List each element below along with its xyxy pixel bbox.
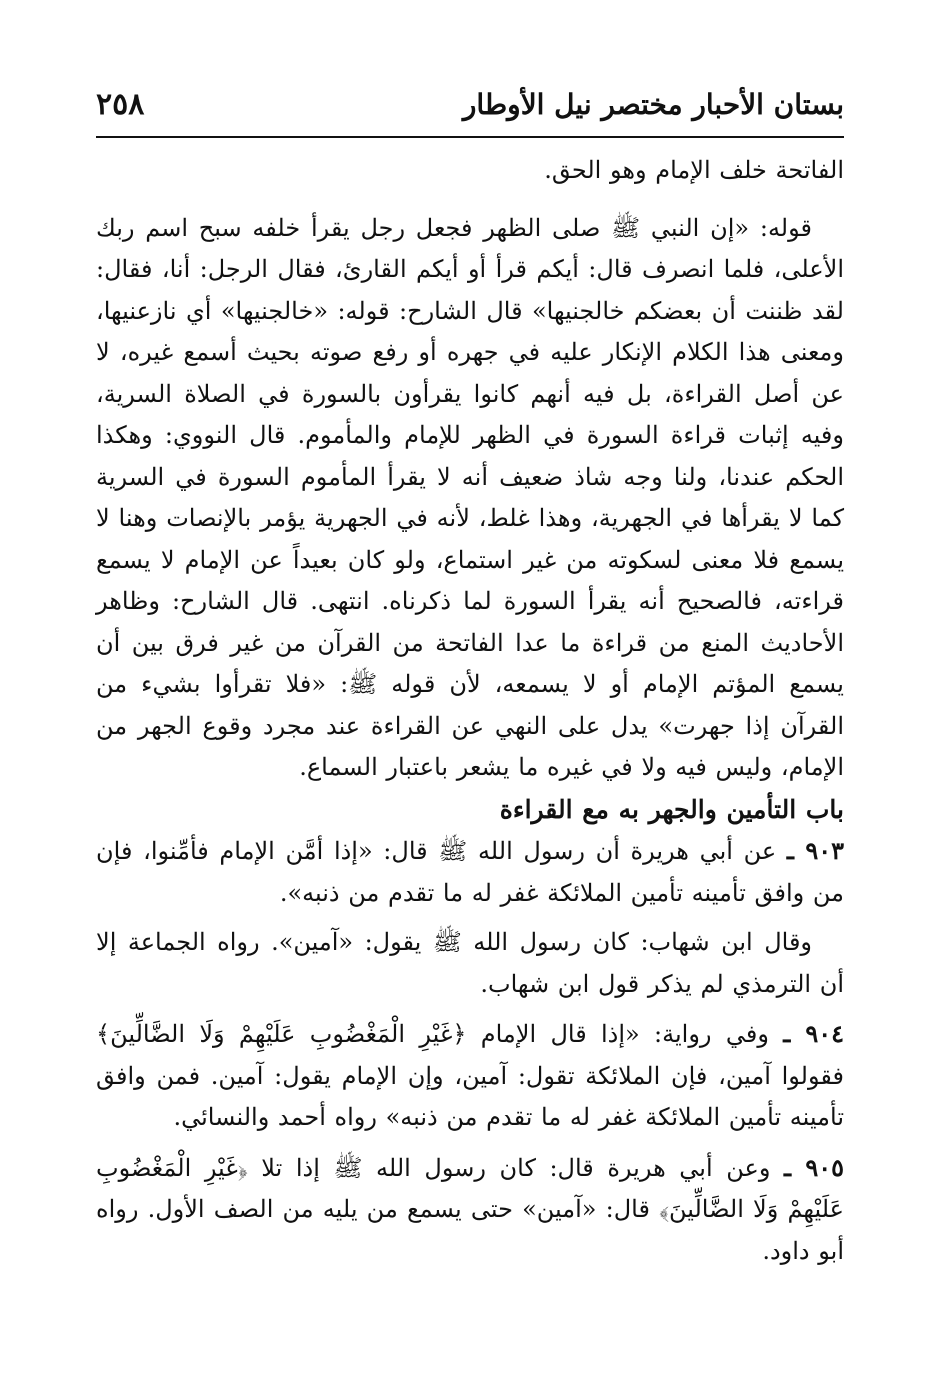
- hadith-number: ٩٠٥ ـ: [783, 1152, 844, 1182]
- continued-line: الفاتحة خلف الإمام وهو الحق.: [544, 156, 844, 184]
- hadith-text: عن أبي هريرة أن رسول الله ﷺ قال: «إذا أمَّن الإمام فأمِّنوا، فإن من وافق تأمينه تأمين الملائكة غفر له ما تقدم من ذنبه».: [96, 837, 844, 907]
- hadith-number: ٩٠٣ ـ: [786, 836, 845, 865]
- hadith-904: [96, 1013, 844, 1139]
- hadith-905: [96, 1147, 844, 1273]
- running-title: بستان الأحبار مختصر نيل الأوطار: [462, 87, 844, 121]
- hadith-text: وفي رواية: «إذا قال الإمام ﴿غَيْرِ الْمَغْضُوبِ عَلَيْهِمْ وَلَا الضَّالِّينَ﴾ فقولوا آمين، فإن الملائكة تقول: آمين، وإن الإمام يقول: آمين. فمن وافق تأمينه تأمين الملائكة غفر له ما تقدم من ذنبه» رواه أحمد والنسائي.: [96, 1020, 844, 1131]
- page-number: ٢٥٨: [96, 86, 145, 122]
- commentary-paragraph: قوله: «إن النبي ﷺ صلى الظهر فجعل رجل يقرأ خلفه سبح اسم ربك الأعلى، فلما انصرف قال: أيكم قرأ أو أيكم القارئ، فقال الرجل: أنا، فقال: لقد ظننت أن بعضكم خالجنيها» قال الشارح: قوله: «خالجنيها» أي نازعنيها، ومعنى هذا الكلام الإنكار عليه في جهره أو رفع صوته بحيث أسمع غيره، لا عن أصل القراءة، بل فيه أنهم كانوا يقرأون بالسورة في الصلاة السرية، وفيه إثبات قراءة السورة في الظهر للإمام والمأموم. قال النووي: وهكذا الحكم عندنا، ولنا وجه شاذ ضعيف أنه لا يقرأ المأموم السورة في السرية كما لا يقرأها في الجهرية، وهذا غلط، لأنه في الجهرية يؤمر بالإنصات وهنا لا يسمع فلا معنى لسكوته من غير استماع، ولو كان بعيداً عن الإمام لا يسمع قراءته، فالصحيح أنه يقرأ السورة لما ذكرناه. انتهى. قال الشارح: وظاهر الأحاديث المنع من قراءة ما عدا الفاتحة من القرآن من غير فرق بين أن يسمع المؤتم الإمام أو لا يسمعه، لأن قوله ﷺ: «فلا تقرأوا بشيء من القرآن إذا جهرت» يدل على النهي عن القراءة عند مجرد وقوع الجهر من الإمام، وليس فيه ولا في غيره ما يشعر باعتبار السماع.: [96, 213, 844, 781]
- hadith-903: [96, 830, 844, 914]
- ibn-shihab-paragraph: وقال ابن شهاب: كان رسول الله ﷺ يقول: «آمين». رواه الجماعة إلا أن الترمذي لم يذكر قول ابن شهاب.: [96, 928, 844, 998]
- page-body: [96, 150, 844, 1272]
- hadith-number: ٩٠٤ ـ: [783, 1019, 845, 1048]
- page-header: [96, 78, 844, 130]
- hadith-text: وعن أبي هريرة قال: كان رسول الله ﷺ إذا تلا ﴿غَيْرِ الْمَغْضُوبِ عَلَيْهِمْ وَلَا الضَّالِّينَ﴾ قال: «آمين» حتى يسمع من يليه من الصف الأول. رواه أبو داود.: [96, 1153, 844, 1265]
- spacer: [96, 1005, 844, 1013]
- chapter-heading: باب التأمين والجهر به مع القراءة: [499, 794, 844, 824]
- spacer: [96, 914, 844, 922]
- spacer: [96, 1139, 844, 1147]
- header-divider: [96, 136, 844, 138]
